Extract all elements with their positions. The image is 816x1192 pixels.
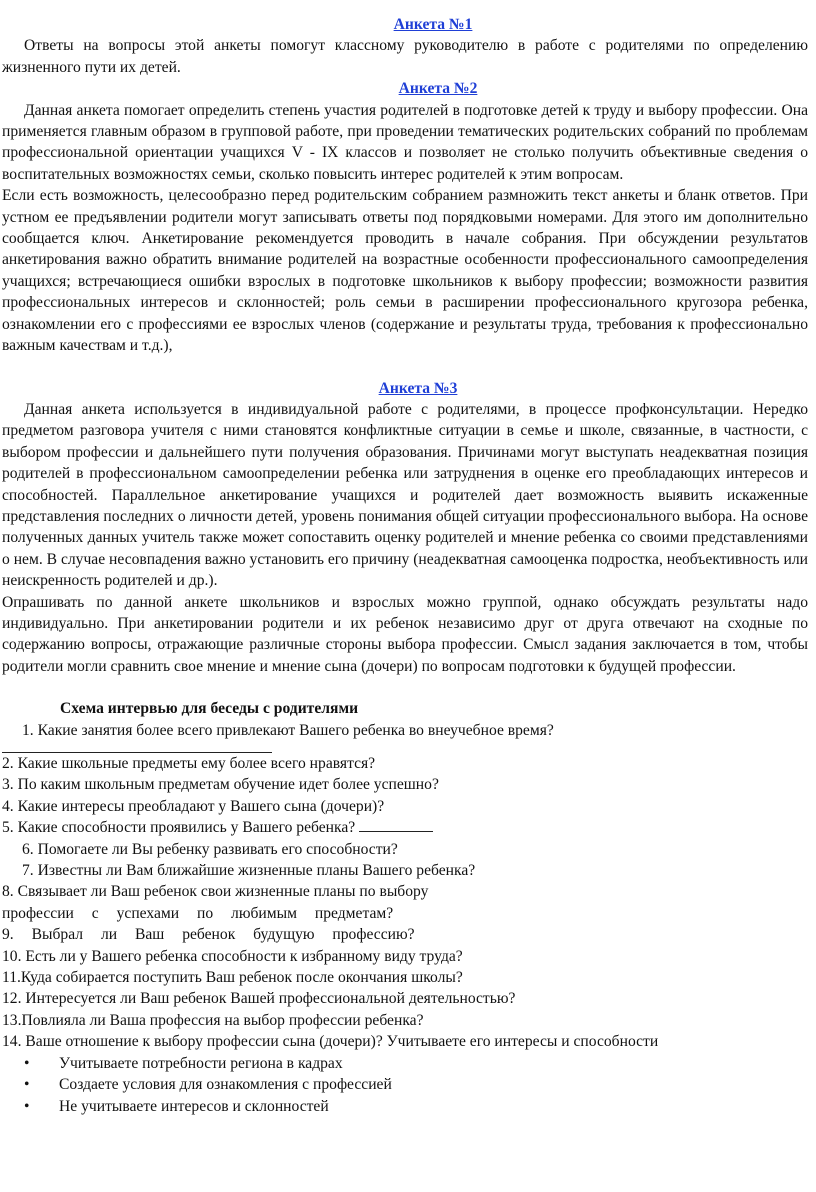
anketa1-title: Анкета №1 — [393, 16, 473, 33]
question-6: 6. Помогаете ли Вы ребенку развивать его способности? — [22, 840, 398, 858]
question-14: 14. Ваше отношение к выбору профессии сына (дочери)? Учитываете его интересы и способности — [2, 1033, 659, 1051]
anketa3-title: Анкета №3 — [378, 379, 458, 397]
question-5: 5. Какие способности проявились у Вашего ребенка? — [2, 819, 356, 837]
question-14-options — [2, 1053, 808, 1117]
question-5-row — [2, 817, 808, 838]
anketa1-text: Ответы на вопросы этой анкеты помогут классному руководителю в работе с родителями по определению жизненного пути их детей. — [2, 37, 808, 76]
anketa3-paragraph-1: Данная анкета используется в индивидуальной работе с родителями, в процессе профконсультации. Нередко предметом разговора учителя с ними становятся конфликтные ситуации в семье и школе, связанные, в частности, с выбором профессии и дальнейшего пути получения образования. Причинами могут выступать неадекватная позиция родителей в профессиональном самоопределении ребенка или затруднения в оценке его преобладающих интересов и способностей. Параллельное анкетирование учащихся и родителей дает возможность выявить искаженные представления последних о личности детей, уровень понимания общей ситуации профессионального выбора. На основе полученных данных учитель также может сопоставить оценку родителей и мнение ребенка со своими представлениями о нем. В случае несовпадения важно установить его причину (неадекватная самооценка подростка, необъективность или неискренность родителей и др.). — [2, 400, 808, 590]
question-3: 3. По каким школьным предметам обучение идет более успешно? — [2, 776, 439, 794]
answer-blank — [359, 817, 433, 832]
question-9: 9. Выбрал ли Ваш ребенок будущую профессию? — [2, 926, 415, 944]
list-item: • Не учитываете интересов и склонностей — [2, 1096, 808, 1117]
question-10: 10. Есть ли у Вашего ребенка способности к избранному виду труда? — [2, 947, 463, 965]
anketa2-paragraph-2: Если есть возможность, целесообразно перед родительским собранием размножить текст анкеты и бланк ответов. При устном ее предъявлении родители могут записывать ответы под порядковыми номерами. Для этого им дополнительно сообщается ключ. Анкетирование рекомендуется проводить в начале собрания. При обсуждении результатов анкетирования важно обратить внимание родителей на возрастные особенности профессионального самоопределения учащихся; встречающиеся ошибки взрослых в подготовке школьников к выбору профессии; возможности развития профессиональных интересов и склонностей; роль семьи в расширении профессионального кругозора ребенка, ознакомлении его с профессиями ее взрослых членов (содержание и результаты труда, требования к профессионально важным качествам и т.д.), — [2, 187, 808, 355]
question-8-line-1: 8. Связывает ли Ваш ребенок свои жизненные планы по выбору — [2, 883, 429, 901]
question-12: 12. Интересуется ли Ваш ребенок Вашей профессиональной деятельностью? — [2, 990, 516, 1008]
question-11: 11.Куда собирается поступить Ваш ребенок после окончания школы? — [2, 969, 463, 987]
answer-line — [2, 741, 272, 753]
question-4: 4. Какие интересы преобладают у Вашего сына (дочери)? — [2, 797, 385, 815]
question-13: 13.Повлияла ли Ваша профессия на выбор профессии ребенка? — [2, 1011, 424, 1029]
question-2: 2. Какие школьные предметы ему более всего нравятся? — [2, 755, 376, 772]
interview-schema-title: Схема интервью для беседы с родителями — [60, 700, 359, 718]
anketa2-title: Анкета №2 — [398, 80, 478, 98]
anketa3-paragraph-2: Опрашивать по данной анкете школьников и взрослых можно группой, однако обсуждать результаты надо индивидуально. При анкетировании родители и их ребенок независимо друг от друга отвечают на сходные по содержанию вопросы, отражающие различные стороны выбора профессии. Смысл задания заключается в том, чтобы родители могли сравнить свое мнение и мнение сына (дочери) по вопросам подготовки к будущей профессии. — [2, 593, 808, 675]
question-8-line-2: профессии с успехами по любимым предметам? — [2, 904, 394, 922]
list-item: • Создаете условия для ознакомления с профессией — [2, 1074, 808, 1095]
list-item: • Учитываете потребности региона в кадрах — [2, 1053, 808, 1074]
anketa2-paragraph-1: Данная анкета помогает определить степень участия родителей в подготовке детей к труду и выбору профессии. Она применяется главным образом в групповой работе, при проведении тематических родительских собраний по проблемам профессиональной ориентации учащихся V - IX классов и позволяет не столько получить объективные сведения о воспитательных возможностях семьи, сколько повысить интерес родителей к этим вопросам. — [2, 101, 808, 183]
question-1: 1. Какие занятия более всего привлекают Вашего ребенка во внеучебное время? — [22, 721, 554, 739]
question-7: 7. Известны ли Вам ближайшие жизненные планы Вашего ребенка? — [22, 862, 476, 880]
